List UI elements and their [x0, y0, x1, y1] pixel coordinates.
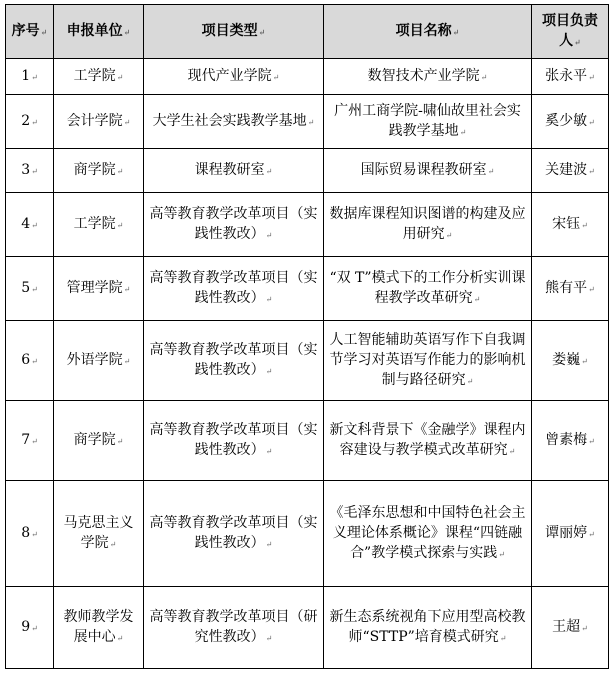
table-row: [6, 59, 609, 95]
cell-unit: 工学院 ↵: [54, 59, 144, 95]
cell-type: 高等教育教学改革项目（实践性教改） ↵: [144, 257, 324, 321]
cell-no: 4 ↵: [6, 193, 54, 257]
cell-no: 8 ↵: [6, 481, 54, 587]
cell-leader: 娄巍 ↵: [532, 321, 609, 401]
cell-type: 高等教育教学改革项目（研究性教改） ↵: [144, 587, 324, 669]
cell-type: 高等教育教学改革项目（实践性教改） ↵: [144, 481, 324, 587]
table-row: [6, 193, 609, 257]
cell-leader: 谭丽婷 ↵: [532, 481, 609, 587]
table-row: [6, 257, 609, 321]
cell-unit: 商学院 ↵: [54, 149, 144, 193]
cell-type: 高等教育教学改革项目（实践性教改） ↵: [144, 401, 324, 481]
project-table: [5, 4, 609, 669]
cell-type: 课程教研室 ↵: [144, 149, 324, 193]
table-row: [6, 95, 609, 149]
cell-name: 数智技术产业学院 ↵: [324, 59, 532, 95]
cell-leader: 熊有平 ↵: [532, 257, 609, 321]
cell-leader: 张永平 ↵: [532, 59, 609, 95]
table-row: [6, 401, 609, 481]
cell-type: 大学生社会实践教学基地 ↵: [144, 95, 324, 149]
cell-unit: 马克思主义学院 ↵: [54, 481, 144, 587]
cell-leader: 曾素梅 ↵: [532, 401, 609, 481]
cell-unit: 教师教学发展中心 ↵: [54, 587, 144, 669]
table-row: [6, 587, 609, 669]
cell-no: 6 ↵: [6, 321, 54, 401]
cell-leader: 王超 ↵: [532, 587, 609, 669]
cell-no: 7 ↵: [6, 401, 54, 481]
cell-type: 现代产业学院 ↵: [144, 59, 324, 95]
cell-leader: 奚少敏 ↵: [532, 95, 609, 149]
cell-name: 广州工商学院-啸仙故里社会实践教学基地 ↵: [324, 95, 532, 149]
cell-name: 新文科背景下《金融学》课程内容建设与教学模式改革研究 ↵: [324, 401, 532, 481]
header-name: 项目名称 ↵: [324, 5, 532, 59]
cell-type: 高等教育教学改革项目（实践性教改） ↵: [144, 193, 324, 257]
cell-leader: 宋钰 ↵: [532, 193, 609, 257]
table-row: [6, 481, 609, 587]
cell-unit: 工学院 ↵: [54, 193, 144, 257]
cell-leader: 关建波 ↵: [532, 149, 609, 193]
header-no: 序号 ↵: [6, 5, 54, 59]
header-row: [6, 5, 609, 59]
cell-name: 新生态系统视角下应用型高校教师“STTP”培育模式研究 ↵: [324, 587, 532, 669]
cell-name: 国际贸易课程教研室 ↵: [324, 149, 532, 193]
cell-no: 2 ↵: [6, 95, 54, 149]
cell-name: “双 T”模式下的工作分析实训课程教学改革研究 ↵: [324, 257, 532, 321]
cell-name: 《毛泽东思想和中国特色社会主义理论体系概论》课程“四链融合”教学模式探索与实践 ↵: [324, 481, 532, 587]
table-row: [6, 149, 609, 193]
cell-unit: 管理学院 ↵: [54, 257, 144, 321]
cell-no: 3 ↵: [6, 149, 54, 193]
cell-type: 高等教育教学改革项目（实践性教改） ↵: [144, 321, 324, 401]
cell-no: 9 ↵: [6, 587, 54, 669]
cell-no: 1 ↵: [6, 59, 54, 95]
cell-unit: 商学院 ↵: [54, 401, 144, 481]
cell-unit: 外语学院 ↵: [54, 321, 144, 401]
table-row: [6, 321, 609, 401]
cell-unit: 会计学院 ↵: [54, 95, 144, 149]
header-type: 项目类型 ↵: [144, 5, 324, 59]
cell-name: 人工智能辅助英语写作下自我调节学习对英语写作能力的影响机制与路径研究 ↵: [324, 321, 532, 401]
cell-name: 数据库课程知识图谱的构建及应用研究 ↵: [324, 193, 532, 257]
cell-no: 5 ↵: [6, 257, 54, 321]
header-unit: 申报单位 ↵: [54, 5, 144, 59]
header-leader: 项目负责人 ↵: [532, 5, 609, 59]
